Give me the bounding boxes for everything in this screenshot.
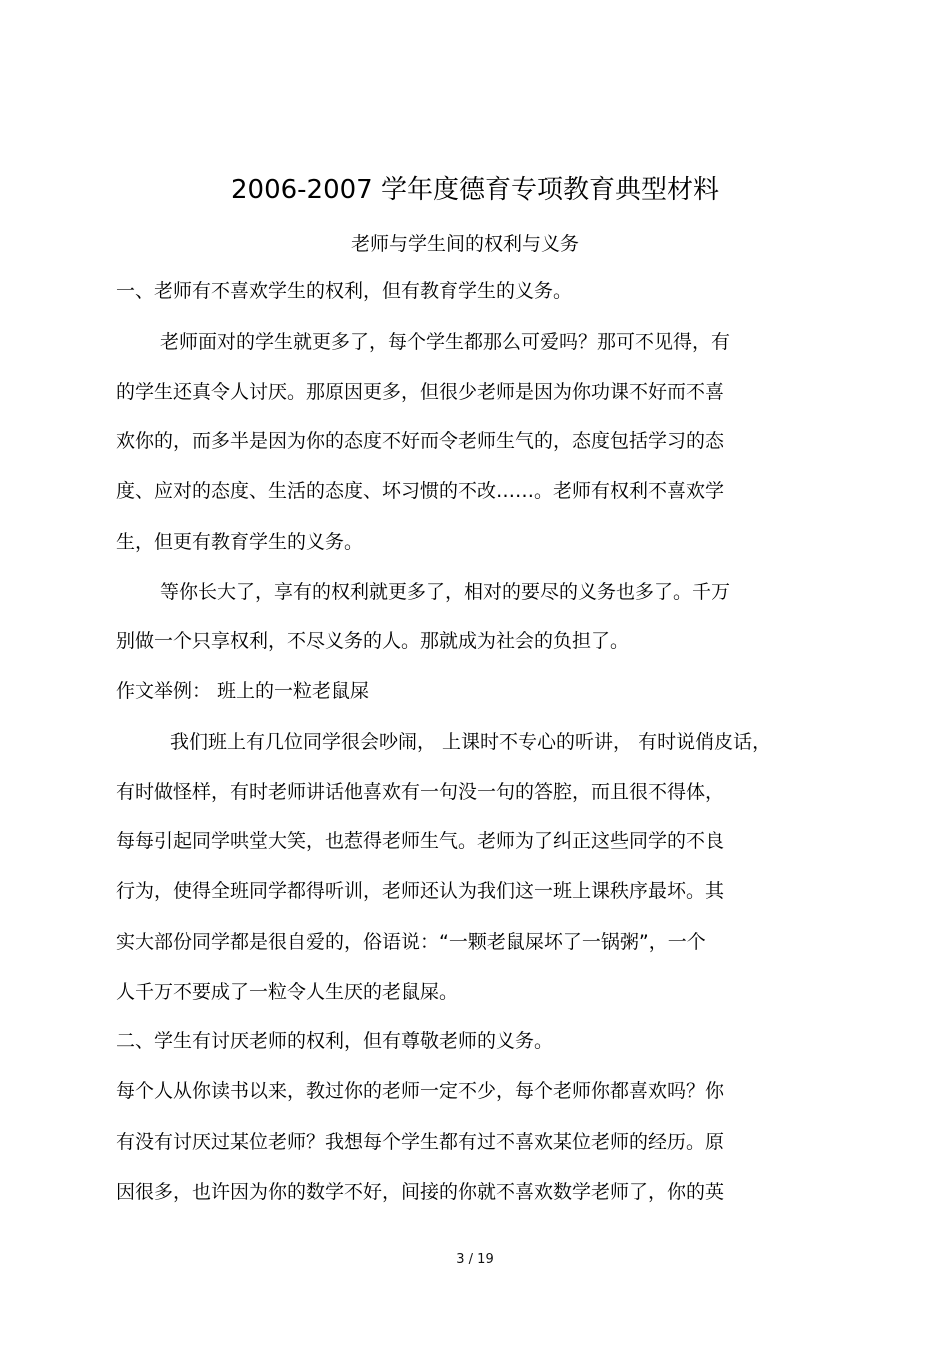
paragraph-line: 度、应对的态度、生活的态度、坏习惯的不改……。老师有权利不喜欢学 xyxy=(116,480,725,502)
paragraph-line: 生，但更有教育学生的义务。 xyxy=(116,531,364,553)
paragraph-line: 欢你的，而多半是因为你的态度不好而令老师生气的，态度包括学习的态 xyxy=(116,430,725,452)
paragraph-line: 等你长大了，享有的权利就更多了，相对的要尽的义务也多了。千万 xyxy=(160,581,731,603)
essay-example-heading: 作文举例： 班上的一粒老鼠屎 xyxy=(116,680,370,702)
paragraph-line: 别做一个只享权利，不尽义务的人。那就成为社会的负担了。 xyxy=(116,630,630,652)
paragraph-line: 人千万不要成了一粒令人生厌的老鼠屎。 xyxy=(116,981,459,1003)
paragraph-line: 老师面对的学生就更多了，每个学生都那么可爱吗？那可不见得，有 xyxy=(160,331,731,353)
document-title: 2006-2007 学年度德育专项教育典型材料 xyxy=(231,175,719,205)
paragraph-line: 每每引起同学哄堂大笑，也惹得老师生气。老师为了纠正这些同学的不良 xyxy=(116,830,725,852)
paragraph-line: 的学生还真令人讨厌。那原因更多，但很少老师是因为你功课不好而不喜 xyxy=(116,381,725,403)
paragraph-line: 每个人从你读书以来，教过你的老师一定不少，每个老师你都喜欢吗？你 xyxy=(116,1080,725,1102)
paragraph-line: 有时做怪样，有时老师讲话他喜欢有一句没一句的答腔，而且很不得体， xyxy=(116,781,725,803)
page-number: 3 / 19 xyxy=(456,1252,494,1267)
paragraph-line: 实大部份同学都是很自爱的，俗语说：“一颗老鼠屎坏了一锅粥”，一个 xyxy=(116,931,706,953)
section-heading-1: 一、老师有不喜欢学生的权利，但有教育学生的义务。 xyxy=(116,280,573,302)
paragraph-line: 因很多，也许因为你的数学不好，间接的你就不喜欢数学老师了，你的英 xyxy=(116,1181,725,1203)
paragraph-line: 行为，使得全班同学都得听训，老师还认为我们这一班上课秩序最坏。其 xyxy=(116,880,725,902)
paragraph-line: 我们班上有几位同学很会吵闹， 上课时不专心的听讲， 有时说俏皮话， xyxy=(170,731,772,753)
document-subtitle: 老师与学生间的权利与义务 xyxy=(350,233,579,255)
section-heading-2: 二、学生有讨厌老师的权利，但有尊敬老师的义务。 xyxy=(116,1030,554,1052)
paragraph-line: 有没有讨厌过某位老师？我想每个学生都有过不喜欢某位老师的经历。原 xyxy=(116,1131,725,1153)
